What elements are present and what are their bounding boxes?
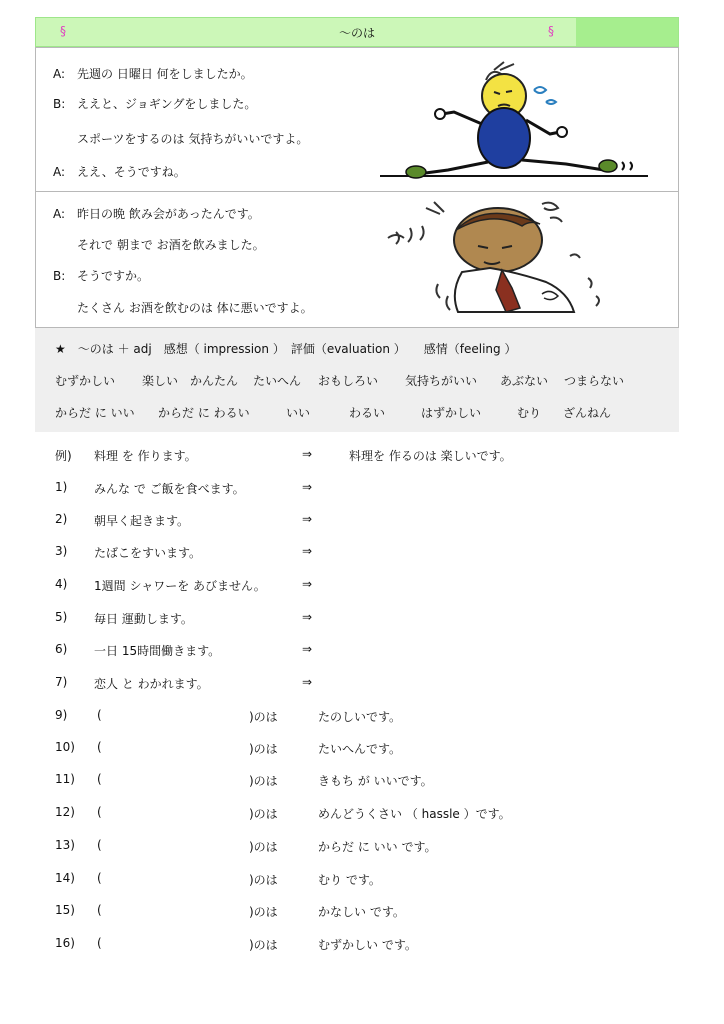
exercise-number: 7) [55, 675, 68, 689]
vocab-word: おもしろい [318, 374, 379, 388]
dialog2-line: B: そうですか。 [53, 269, 150, 283]
exercise-number: 4) [55, 577, 68, 591]
arrow: ⇒ [302, 512, 313, 526]
arrow: ⇒ [302, 675, 313, 689]
blank-close-noha: )のは [249, 710, 278, 724]
blank-open-paren: ( [97, 936, 102, 950]
vocab-word: むずかしい [55, 374, 116, 388]
exercise-sentence: 朝早く起きます。 [94, 514, 190, 528]
fill-adjective: むずかしい です。 [318, 938, 417, 952]
vocab-word: たいへん [253, 374, 302, 388]
vocab-word: かんたん [190, 374, 239, 388]
running-man-illustration [376, 58, 656, 183]
vocab-word: 気持ちがいい [405, 374, 478, 388]
fill-adjective: むり です。 [318, 873, 381, 887]
blank-close-noha: )のは [249, 742, 278, 756]
vocab-word: つまらない [564, 374, 625, 388]
fill-number: 13) [55, 838, 75, 852]
vocab-word: いい [286, 406, 311, 420]
fill-adjective: たいへんです。 [318, 742, 402, 756]
fill-number: 10) [55, 740, 75, 754]
lesson-header [35, 17, 679, 47]
fill-number: 12) [55, 805, 75, 819]
blank-close-noha: )のは [249, 873, 278, 887]
dialog1-line: スポーツをするのは 気持ちがいいですよ。 [77, 132, 309, 146]
section-mark-right: § [548, 24, 554, 38]
exercise-sentence: 1週間 シャワーを あびません。 [94, 579, 266, 593]
example-answer: 料理を 作るのは 楽しいです。 [349, 449, 512, 463]
arrow: ⇒ [302, 480, 313, 494]
blank-open-paren: ( [97, 903, 102, 917]
vocab-word: むり [517, 406, 542, 420]
dialog-panel-1 [35, 47, 679, 192]
grammar-box [35, 328, 679, 432]
blank-open-paren: ( [97, 708, 102, 722]
exercise-sentence: 毎日 運動します。 [94, 612, 193, 626]
dialog1-line: B: ええと、ジョギングをしました。 [53, 97, 257, 111]
fill-number: 9) [55, 708, 68, 722]
blank-open-paren: ( [97, 805, 102, 819]
fill-number: 16) [55, 936, 75, 950]
dialog-panel-2 [35, 191, 679, 328]
arrow: ⇒ [302, 447, 313, 461]
dialog1-line: A: 先週の 日曜日 何をしましたか。 [53, 67, 253, 81]
arrow: ⇒ [302, 577, 313, 591]
dialog1-line: A: ええ、そうですね。 [53, 165, 186, 179]
vocab-word: からだ に わるい [158, 406, 250, 420]
blank-close-noha: )のは [249, 905, 278, 919]
dialog2-line: たくさん お酒を飲むのは 体に悪いですよ。 [77, 301, 313, 315]
vocab-word: 楽しい [142, 374, 179, 388]
blank-open-paren: ( [97, 772, 102, 786]
blank-close-noha: )のは [249, 774, 278, 788]
blank-open-paren: ( [97, 740, 102, 754]
vocab-word: はずかしい [421, 406, 482, 420]
dizzy-drunk-man-illustration [382, 198, 622, 316]
fill-adjective: たのしいです。 [318, 710, 402, 724]
exercise-number: 3) [55, 544, 68, 558]
vocab-word: ざんねん [563, 406, 612, 420]
example-number: 例) [55, 449, 72, 463]
exercise-sentence: 一日 15時間働きます。 [94, 644, 221, 658]
exercise-number: 1) [55, 480, 68, 494]
fill-number: 14) [55, 871, 75, 885]
arrow: ⇒ [302, 544, 313, 558]
exercise-number: 2) [55, 512, 68, 526]
section-mark-left: § [60, 24, 66, 38]
vocab-word: わるい [349, 406, 386, 420]
blank-open-paren: ( [97, 871, 102, 885]
fill-number: 15) [55, 903, 75, 917]
vocab-word: あぶない [500, 374, 549, 388]
vocab-word: からだ に いい [55, 406, 135, 420]
fill-adjective: かなしい です。 [318, 905, 405, 919]
exercise-sentence: みんな で ご飯を食べます。 [94, 482, 245, 496]
blank-open-paren: ( [97, 838, 102, 852]
dialog2-line: それで 朝まで お酒を飲みました。 [77, 238, 265, 252]
exercise-number: 6) [55, 642, 68, 656]
fill-adjective: からだ に いい です。 [318, 840, 437, 854]
arrow: ⇒ [302, 642, 313, 656]
blank-close-noha: )のは [249, 807, 278, 821]
header-accent-block [576, 18, 678, 46]
star-icon: ★ [55, 342, 66, 356]
fill-number: 11) [55, 772, 75, 786]
fill-adjective: めんどうくさい （ hassle ）です。 [318, 807, 511, 821]
exercise-number: 5) [55, 610, 68, 624]
exercise-sentence: たばこをすいます。 [94, 546, 202, 560]
dialog2-line: A: 昨日の晩 飲み会があったんです。 [53, 207, 260, 221]
exercise-sentence: 恋人 と わかれます。 [94, 677, 209, 691]
blank-close-noha: )のは [249, 840, 278, 854]
example-sentence: 料理 を 作ります。 [94, 449, 197, 463]
lesson-title: ～のは [338, 26, 375, 40]
grammar-rule: ★ ～のは ＋ adj 感想（ impression ） 評価（evaluation ） 感情（feeling ） [55, 342, 517, 356]
arrow: ⇒ [302, 610, 313, 624]
blank-close-noha: )のは [249, 938, 278, 952]
fill-adjective: きもち が いいです。 [318, 774, 433, 788]
